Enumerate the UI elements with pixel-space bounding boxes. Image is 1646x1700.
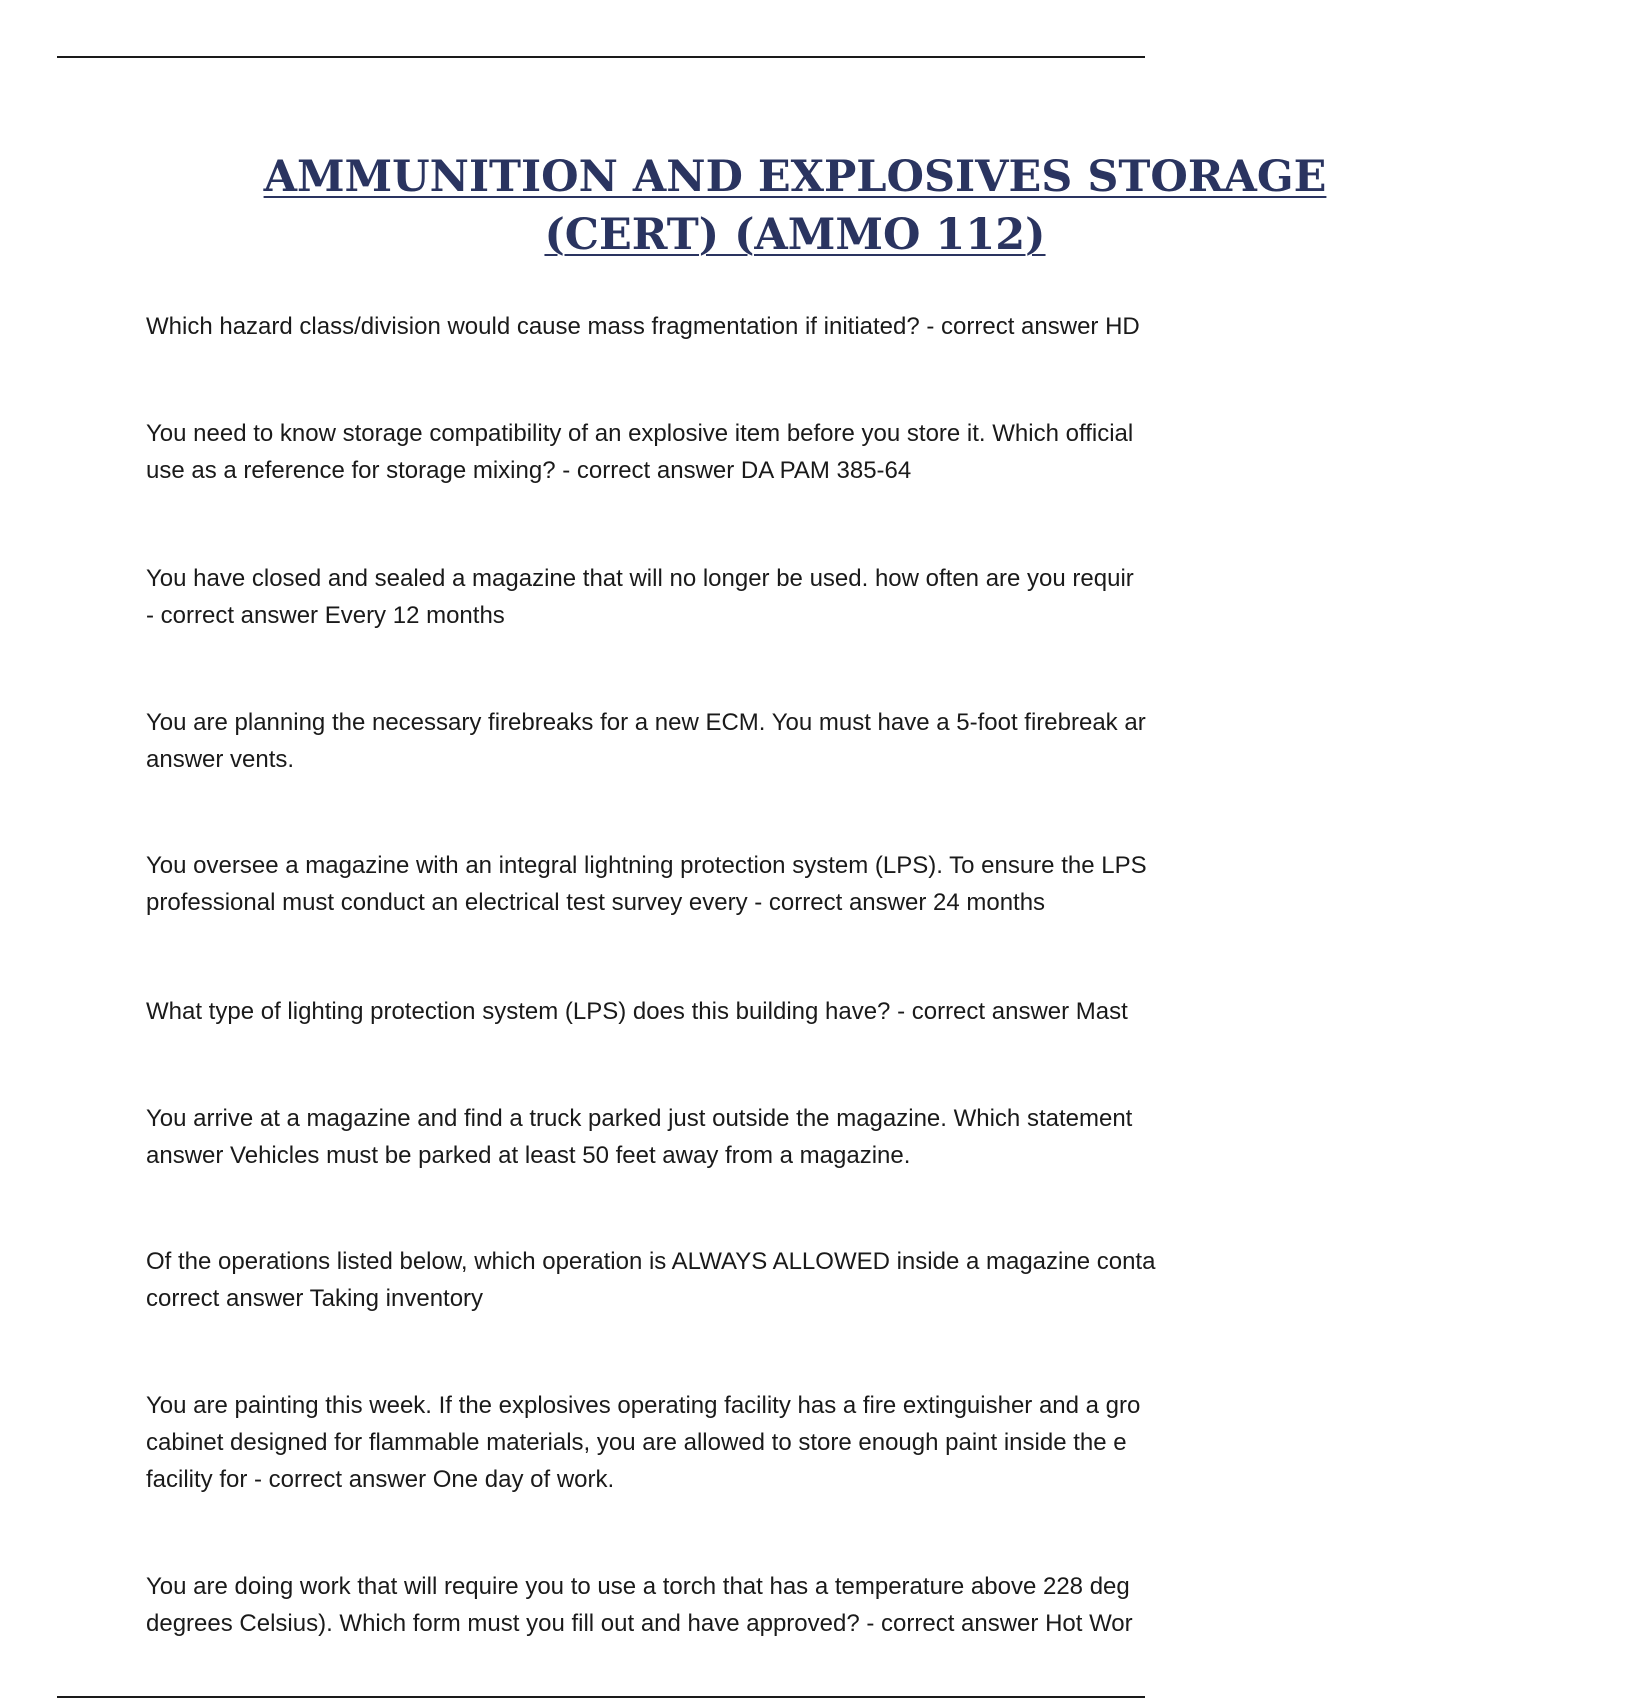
qa-text: answer Vehicles must be parked at least 50 feet away from a magazine. — [146, 1142, 911, 1169]
qa-text: You need to know storage compatibility of an explosive item before you store it. Which official — [146, 420, 1134, 447]
title-line-2: (CERT) (AMMO 112) — [544, 210, 1046, 260]
qa-text: - correct answer Every 12 months — [146, 602, 505, 629]
qa-item-9 — [146, 1387, 1140, 1498]
qa-text: use as a reference for storage mixing? - correct answer DA PAM 385-64 — [146, 457, 912, 484]
qa-text: cabinet designed for flammable materials, you are allowed to store enough paint inside the e — [146, 1429, 1127, 1456]
qa-text: correct answer Taking inventory — [146, 1285, 484, 1312]
bottom-rule — [57, 1696, 1145, 1698]
qa-text: facility for - correct answer One day of work. — [146, 1466, 615, 1493]
qa-item-7 — [146, 1100, 1132, 1174]
qa-item-10 — [146, 1568, 1133, 1642]
qa-item-8 — [146, 1243, 1155, 1317]
qa-item-1 — [146, 308, 1140, 345]
qa-item-3 — [146, 560, 1134, 634]
qa-text: You arrive at a magazine and find a truck parked just outside the magazine. Which statement — [146, 1105, 1133, 1132]
qa-text: Which hazard class/division would cause mass fragmentation if initiated? - correct answer HD — [146, 313, 1140, 340]
qa-text: You are painting this week. If the explosives operating facility has a fire extinguisher and a gro — [146, 1392, 1141, 1419]
qa-text: What type of lighting protection system (LPS) does this building have? - correct answer Mast — [146, 998, 1128, 1025]
qa-text: answer vents. — [146, 746, 295, 773]
qa-text: Of the operations listed below, which operation is ALWAYS ALLOWED inside a magazine conta — [146, 1248, 1156, 1275]
qa-text: You are planning the necessary firebreaks for a new ECM. You must have a 5-foot firebreak ar — [146, 709, 1146, 736]
qa-item-6 — [146, 993, 1128, 1030]
qa-text: degrees Celsius). Which form must you fill out and have approved? - correct answer Hot Wor — [146, 1610, 1133, 1637]
qa-item-2 — [146, 415, 1133, 489]
qa-item-5 — [146, 847, 1147, 921]
qa-text: You have closed and sealed a magazine that will no longer be used. how often are you requir — [146, 565, 1134, 592]
qa-text: You oversee a magazine with an integral lightning protection system (LPS). To ensure the LPS — [146, 852, 1147, 879]
document-title — [0, 148, 1590, 264]
qa-item-4 — [146, 704, 1146, 778]
title-line-1: AMMUNITION AND EXPLOSIVES STORAGE — [263, 152, 1327, 202]
qa-text: professional must conduct an electrical test survey every - correct answer 24 months — [146, 889, 1046, 916]
qa-text: You are doing work that will require you to use a torch that has a temperature above 228 deg — [146, 1573, 1130, 1600]
top-rule — [57, 56, 1145, 58]
